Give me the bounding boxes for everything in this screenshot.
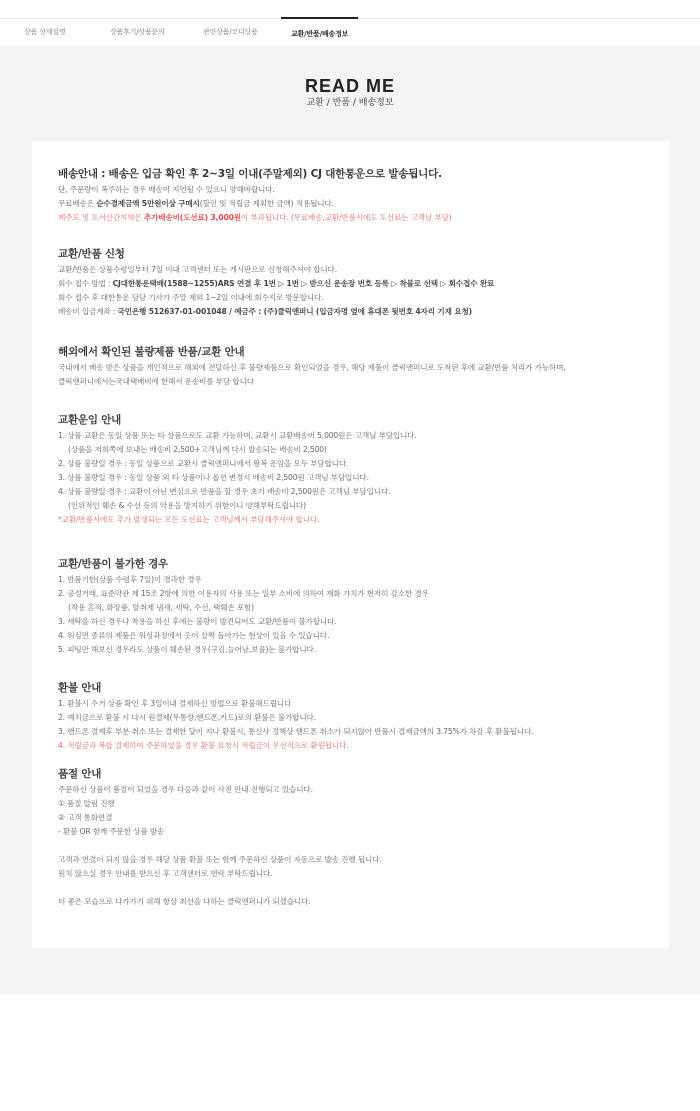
- list-item: 1. 상품 교환은 동일 상품 또는 타 상품으로도 교환 가능하며, 교환시 교환배송비 5,000원은 고객님 부담입니다.: [58, 431, 417, 440]
- list-item: 원치 않으실 경우 안내를 받으신 후 고객센터로 연락 부탁드립니다.: [58, 869, 273, 878]
- exchange-request-line: 교환/반품은 상품수령일부터 7일 이내 고객센터 또는 게시판으로 신청해주셔야 합니다.: [58, 265, 337, 274]
- exchange-request-heading: 교환/반품 신청: [58, 248, 125, 260]
- shipping-section: [58, 167, 658, 225]
- not-allowed-heading: 교환/반품이 불가한 경우: [58, 558, 168, 570]
- list-item: - 환불 OR 함께 주문한 상품 발송: [58, 827, 165, 836]
- info-card: [32, 141, 669, 948]
- list-item: 3. 상품 불량일 경우 : 동일 상품 외 타 상품이나 옵션 변경시 배송비 2,500원 고객님 부담입니다.: [58, 473, 369, 482]
- refund-heading: 환불 안내: [58, 682, 102, 694]
- list-item: ① 품절 알림 진행: [58, 799, 115, 808]
- pickup-visit-line: 회수 접수 후 대한통운 담당 기사가 주말 제외 1~2일 이내에 회수지로 방문합니다.: [58, 293, 324, 302]
- island-fee-text-b: 추가배송비(도선료) 3,000원: [143, 213, 241, 222]
- list-item: 2. 공정거래, 표준약관 제 15조 2항에 의한 이용자의 사용 또는 일부 소비에 의하여 재화 가치가 현저히 감소한 경우: [58, 589, 429, 598]
- tab-exchange-return-shipping[interactable]: 교환/반품/배송정보: [281, 17, 358, 48]
- points-refund-note: 4. 적립금과 복합 결제하여 주문하였을 경우 환불 요청시 적립금이 우선적으로 환원됩니다.: [58, 741, 349, 750]
- pickup-method-label: 회수 접수 방법 :: [58, 279, 113, 288]
- list-item: 3. 세탁을 하신 경우나 착용을 하신 후에는 불량이 발견되어도 교환/반품이 불가합니다.: [58, 617, 337, 626]
- bank-account-value: 국민은행 512637-01-001048 / 예금주 : (주)클릭앤퍼니 (입금자명 옆에 휴대폰 뒷번호 4자리 기재 요청): [117, 307, 472, 316]
- list-item: 5. 피팅만 해보신 경우라도 상품이 훼손된 경우(구김,늘어남,보풀)는 불가합니다.: [58, 645, 316, 654]
- list-item: 고객과 연결이 되지 않을 경우 해당 상품 환불 또는 함께 주문하신 상품이 자동으로 발송 진행 됩니다.: [58, 855, 382, 864]
- list-item: 2. 예치금으로 환불 시 다시 원결제(무통장,핸드폰,카드)로의 환불은 불가합니다.: [58, 713, 316, 722]
- tab-reviews-qna[interactable]: 상품후기/상품문의: [110, 28, 165, 36]
- list-item: (인위적인 훼손 & 수선 등의 악용을 방지하기 위함이니 양해부탁드립니다): [68, 501, 306, 510]
- refund-section: [58, 681, 658, 753]
- list-item: 1. 반품기한(상품 수령후 7일)이 경과한 경우: [58, 575, 202, 584]
- soldout-heading: 품절 안내: [58, 768, 102, 780]
- free-shipping-text-a: 무료배송은: [58, 199, 97, 208]
- page-header: [0, 76, 700, 109]
- spacer: [58, 881, 658, 895]
- exchange-fee-heading: 교환운임 안내: [58, 414, 122, 426]
- spacer: [58, 839, 658, 853]
- tab-product-detail[interactable]: 상품 상세설명: [24, 28, 66, 36]
- free-shipping-text-b: 순수결제금액 5만원이상 구매시: [96, 199, 200, 208]
- list-item: 주문하신 상품이 품절이 되었을 경우 다음과 같이 사전 안내 진행되고 있습니다.: [58, 785, 313, 794]
- shipping-delay-note: 단, 주문량이 폭주하는 경우 배송이 지연될 수 있으니 양해바랍니다.: [58, 185, 275, 194]
- overseas-section: [58, 345, 658, 389]
- free-shipping-text-c: (할인 및 적립금 제외한 금액) 적용됩니다.: [199, 199, 334, 208]
- overseas-heading: 해외에서 확인된 불량제품 반품/교환 안내: [58, 346, 245, 358]
- list-item: (상품을 저희쪽에 보내는 배송비 2,500+고객님께 다시 발송되는 배송비 2,500): [68, 445, 327, 454]
- bank-account-line: [58, 305, 658, 319]
- list-item: 3. 핸드폰 결제후 부분 취소 또는 결제한 달이 지나 환불시, 통신사 정책상 핸드폰 취소가 되지않아 반품시 결제금액의 3.75%가 차감 후 환불됩니다.: [58, 727, 534, 736]
- list-item: (착용 흔적, 화장품, 탈취제 냄새, 세탁, 수선, 택훼손 포함): [68, 603, 254, 612]
- list-item: 2. 상품 불량일 경우 : 동일 상품으로 교환시 클릭앤퍼니에서 왕복 운임을 모두 부담합니다.: [58, 459, 349, 468]
- island-fee-warning: *교환/반품시에도 추가 발생되는 모든 도선료는 고객님께서 부담해주셔야 합니다.: [58, 515, 320, 524]
- tab-related-products[interactable]: 관련상품/코디상품: [203, 28, 258, 36]
- free-shipping-note: [58, 197, 658, 211]
- list-item: 4. 상품 불량일 경우 : 교환이 아닌 변심으로 반품을 할 경우 초기 배송비 2,500원은 고객님 부담입니다.: [58, 487, 391, 496]
- list-item: 4. 워싱면 종류의 제품은 워싱과정에서 옷이 살짝 돌아가는 현상이 있을 수 있습니다.: [58, 631, 330, 640]
- shipping-heading: 배송안내 : 배송은 입금 확인 후 2~3일 이내(주말제외) CJ 대한통운으로 발송됩니다.: [58, 168, 442, 180]
- bank-account-label: 배송비 입금계좌 :: [58, 307, 118, 316]
- page-subtitle: 교환 / 반품 / 배송정보: [306, 98, 394, 108]
- closing-message: 더 좋은 모습으로 다가가기 위해 항상 최선을 다하는 클릭앤퍼니가 되겠습니다.: [58, 897, 311, 906]
- list-item: ② 고객 통화연결: [58, 813, 113, 822]
- exchange-request-section: [58, 247, 658, 319]
- island-fee-note: [58, 211, 658, 225]
- overseas-line: 국내에서 배송 받은 상품을 개인적으로 해외에 전달하신 후 불량제품으로 확인되었을 경우, 해당 제품이 클릭앤퍼니로 도착된 후에 교환/반품 처리가 가능하며,: [58, 363, 566, 372]
- soldout-section: [58, 767, 658, 909]
- overseas-line: 클릭앤퍼니에서는국내택배비에 한해서 운송비를 부담 합니다: [58, 377, 254, 386]
- exchange-fee-section: [58, 413, 658, 527]
- page-title: READ ME: [304, 76, 395, 96]
- island-fee-text-c: 이 부과됩니다. (무료배송,교환/반품시에도 도선료는 고객님 부담): [240, 213, 452, 222]
- pickup-method-line: [58, 277, 658, 291]
- list-item: 1. 환불시 수거 상품 확인 후 3일이내 결제하신 방법으로 환불해드립니다: [58, 699, 292, 708]
- pickup-method-steps: CJ대한통운택배(1588~1255)ARS 연결 후 1번 ▷ 1번 ▷ 받으신 운송장 번호 등록 ▷ 착불로 선택 ▷ 회수접수 완료: [112, 279, 495, 288]
- detail-tab-bar: [0, 18, 700, 47]
- not-allowed-section: [58, 557, 658, 657]
- island-fee-text-a: 제주도 및 도서산간지역은: [58, 213, 144, 222]
